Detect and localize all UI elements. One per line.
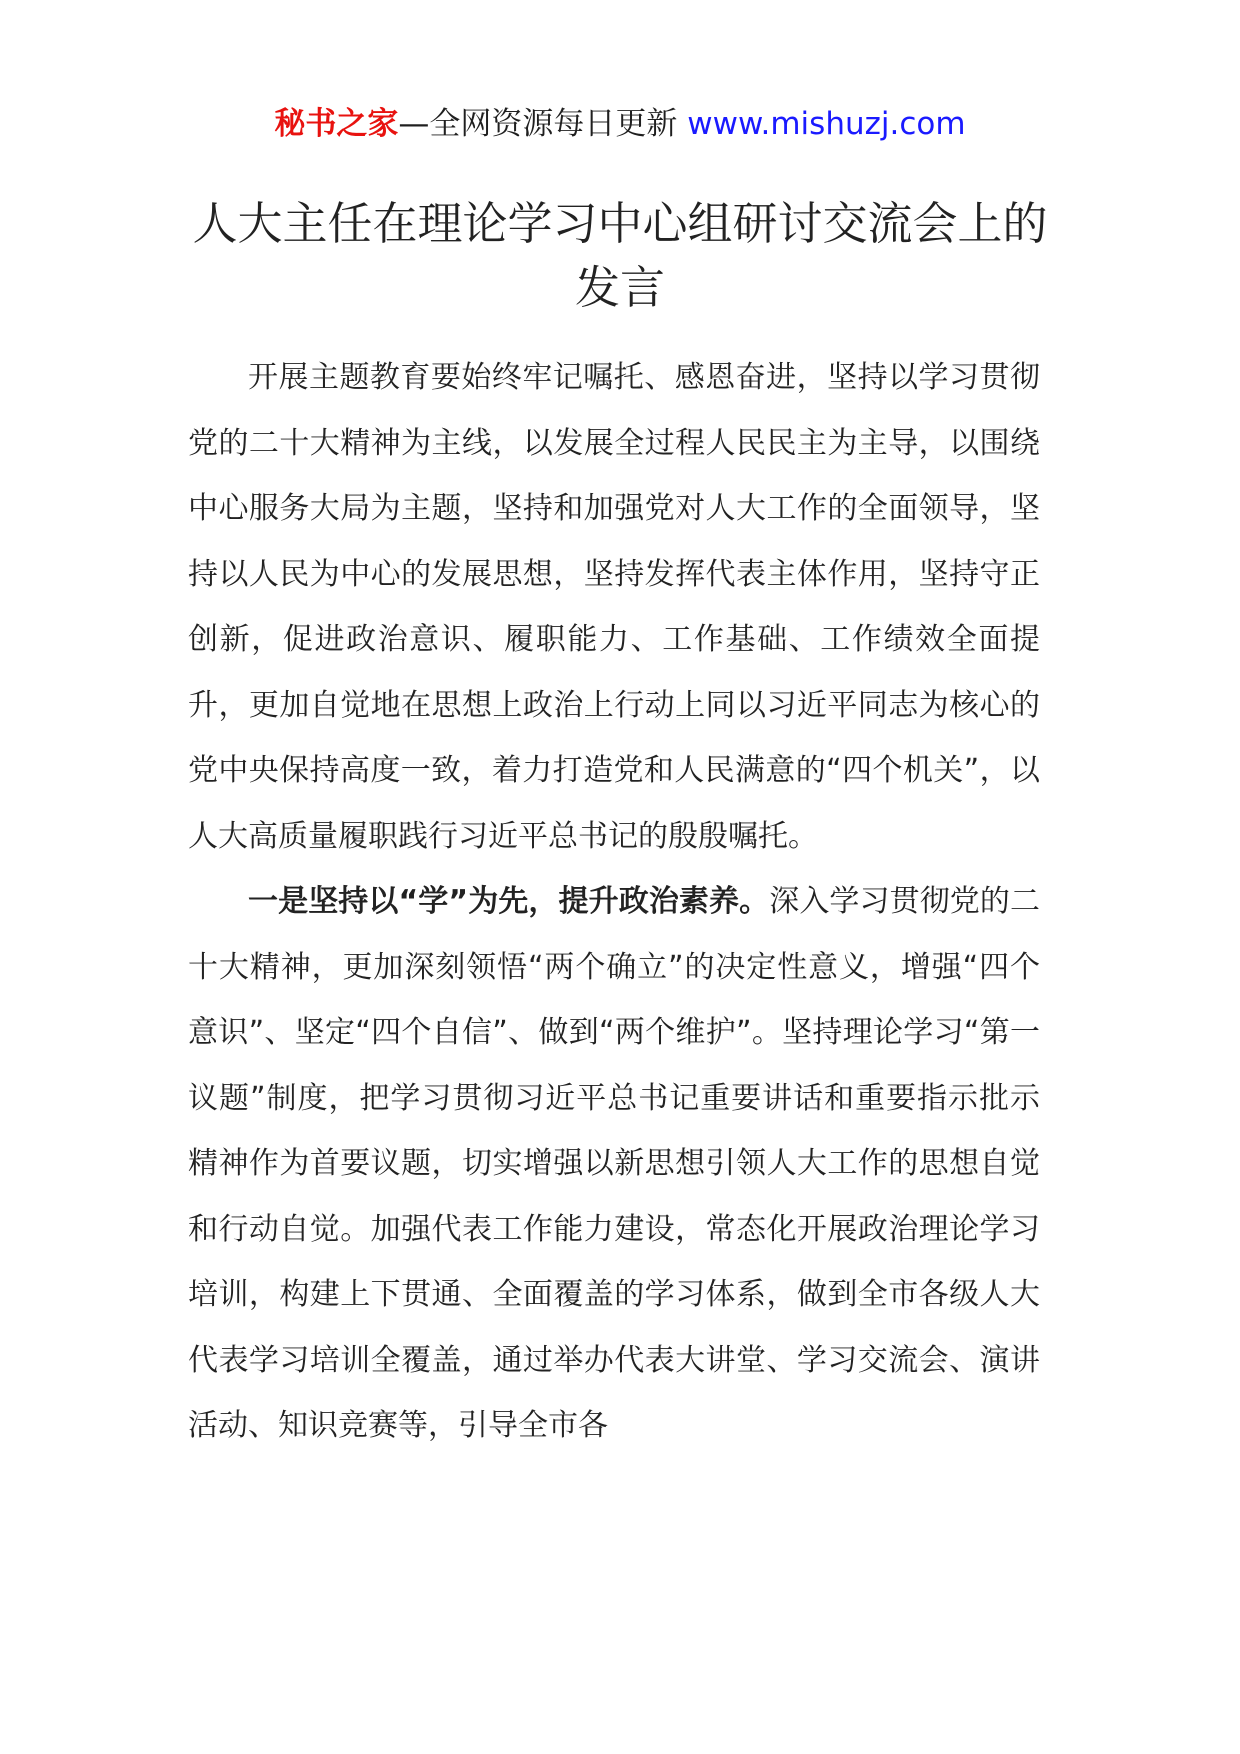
paragraph-point-one — [188, 869, 1040, 1459]
site-slogan: —全网资源每日更新 — [398, 106, 688, 142]
site-url-link[interactable]: www.mishuzj.com — [687, 106, 966, 142]
document-body — [188, 345, 1040, 1459]
paragraph-intro — [188, 345, 1040, 869]
site-brand: 秘书之家 — [274, 106, 399, 142]
site-header — [0, 100, 1240, 148]
paragraph-text: 开展主题教育要始终牢记嘱托、感恩奋进，坚持以学习贯彻党的二十大精神为主线，以发展全过程人民民主为主导，以围绕中心服务大局为主题，坚持和加强党对人大工作的全面领导，坚持以人民为中心的发展思想，坚持发挥代表主体作用，坚持守正创新，促进政治意识、履职能力、工作基础、工作绩效全面提升，更加自觉地在思想上政治上行动上同以习近平同志为核心的党中央保持高度一致，着力打造党和人民满意的“四个机关”，以人大高质量履职践行习近平总书记的殷殷嘱托。 — [188, 360, 1040, 854]
paragraph-text: 深入学习贯彻党的二十大精神，更加深刻领悟“两个确立”的决定性意义，增强“四个意识”、坚定“四个自信”、做到“两个维护”。坚持理论学习“第一议题”制度，把学习贯彻习近平总书记重要讲话和重要指示批示精神作为首要议题，切实增强以新思想引领人大工作的思想自觉和行动自觉。加强代表工作能力建设，常态化开展政治理论学习培训，构建上下贯通、全面覆盖的学习体系，做到全市各级人大代表学习培训全覆盖，通过举办代表大讲堂、学习交流会、演讲活动、知识竞赛等，引导全市各 — [188, 884, 1041, 1443]
paragraph-lead: 一是坚持以“学”为先，提升政治素养。 — [248, 884, 770, 919]
document-title: 人大主任在理论学习中心组研讨交流会上的发言 — [192, 197, 1048, 314]
